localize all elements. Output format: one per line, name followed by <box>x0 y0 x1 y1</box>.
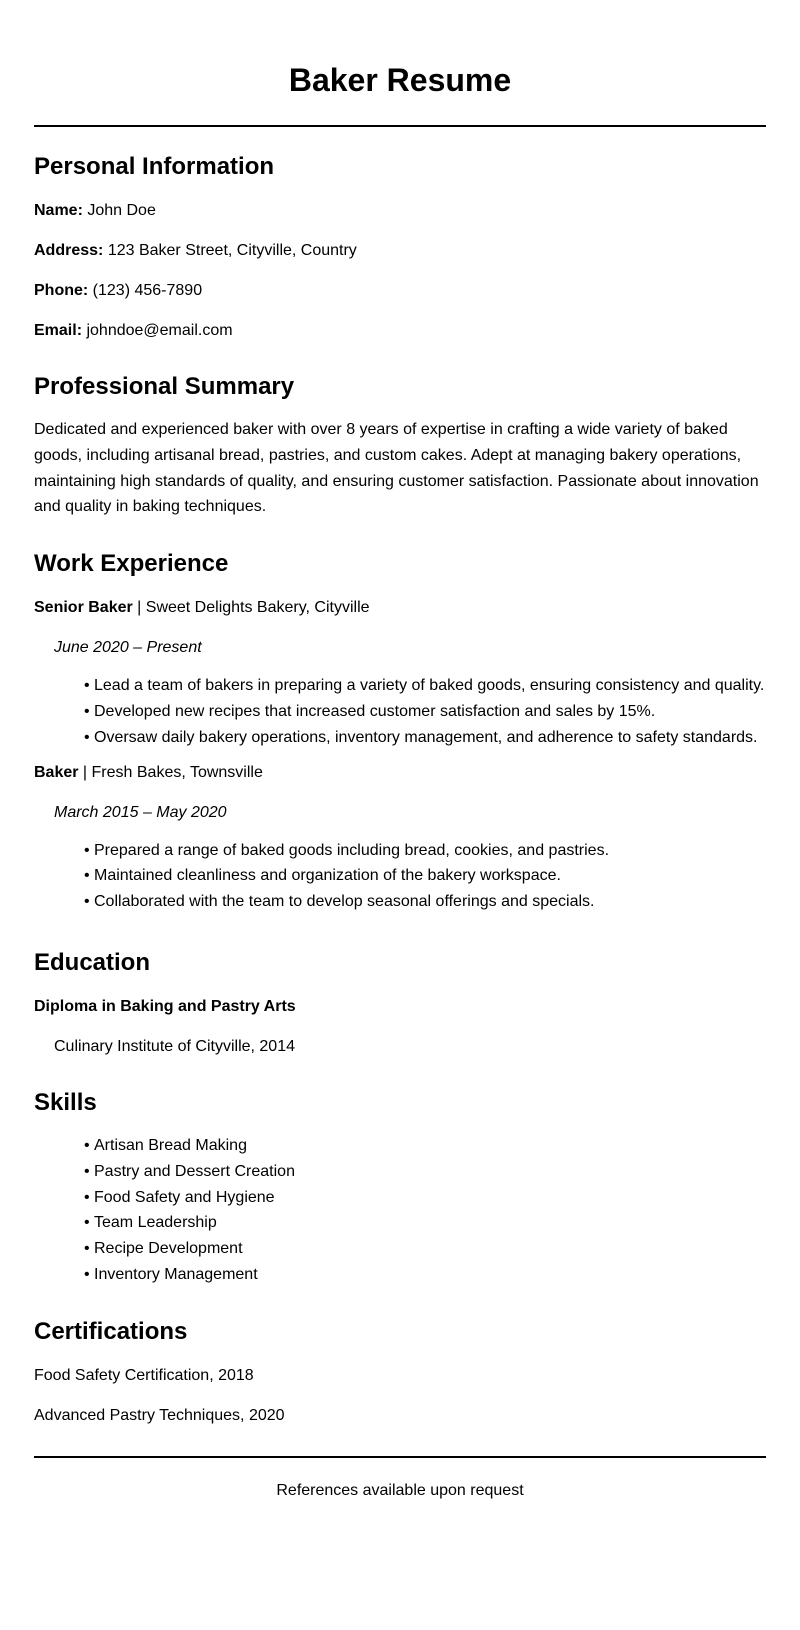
footer-note: References available upon request <box>276 1481 524 1499</box>
job-duties-list <box>34 673 766 750</box>
summary-text: Dedicated and experienced baker with over 8 years of expertise in crafting a wide variety of baked goods, including artisanal bread, pastries, and custom cakes. Adept at managing bakery operations, maintaining high standards of quality, and ensuring customer satisfaction. Passionate about innovation and quality in baking techniques. <box>34 421 759 516</box>
phone-line <box>34 281 766 301</box>
degree-title: Diploma in Baking and Pastry Arts <box>34 997 296 1015</box>
bullet-icon: • <box>84 867 90 885</box>
address-value: 123 Baker Street, Cityville, Country <box>107 242 357 259</box>
bullet-icon: • <box>84 728 90 746</box>
bullet-icon: • <box>84 893 90 911</box>
professional-summary-section <box>34 370 766 520</box>
job-entry <box>34 598 766 750</box>
job-dates: March 2015 – May 2020 <box>54 803 227 821</box>
list-item: • Food Safety and Hygiene <box>84 1185 766 1211</box>
personal-information-heading: Personal Information <box>34 153 275 180</box>
job-title: Baker <box>34 763 79 781</box>
bullet-icon: • <box>84 1265 90 1283</box>
skills-heading: Skills <box>34 1088 97 1116</box>
page-title: Baker Resume <box>288 62 512 98</box>
job-title-line <box>34 598 766 618</box>
list-item: • Oversaw daily bakery operations, inventory management, and adherence to safety standards. <box>84 725 766 751</box>
work-experience-section <box>34 547 766 915</box>
header-divider <box>34 125 766 127</box>
name-label: Name: <box>34 202 83 219</box>
bullet-icon: • <box>84 1162 90 1180</box>
education-heading: Education <box>34 948 151 976</box>
list-item: • Team Leadership <box>84 1210 766 1236</box>
address-label: Address: <box>34 242 104 259</box>
email-label: Email: <box>34 322 83 339</box>
professional-summary-heading: Professional Summary <box>34 373 295 400</box>
bullet-icon: • <box>84 677 90 695</box>
skills-section <box>34 1086 766 1288</box>
phone-value: (123) 456-7890 <box>92 282 203 299</box>
phone-label: Phone: <box>34 282 89 299</box>
personal-information-section <box>34 150 766 341</box>
bullet-icon: • <box>84 1214 90 1232</box>
list-item: • Inventory Management <box>84 1262 766 1288</box>
job-employer: | Fresh Bakes, Townsville <box>78 763 263 781</box>
footer-divider <box>34 1456 766 1458</box>
certification-item: Advanced Pastry Techniques, 2020 <box>34 1406 285 1424</box>
institution-line: Culinary Institute of Cityville, 2014 <box>54 1037 295 1055</box>
list-item: • Recipe Development <box>84 1236 766 1262</box>
certifications-heading: Certifications <box>34 1317 188 1345</box>
job-employer: | Sweet Delights Bakery, Cityville <box>132 599 370 617</box>
job-dates: June 2020 – Present <box>54 639 202 657</box>
bullet-icon: • <box>84 702 90 720</box>
list-item: • Artisan Bread Making <box>84 1133 766 1159</box>
work-experience-heading: Work Experience <box>34 550 229 578</box>
list-item: • Maintained cleanliness and organization of the bakery workspace. <box>84 863 766 889</box>
job-title: Senior Baker <box>34 599 133 617</box>
education-section <box>34 946 766 1057</box>
email-line <box>34 321 766 341</box>
bullet-icon: • <box>84 841 90 859</box>
name-line <box>34 201 766 221</box>
certification-item: Food Safety Certification, 2018 <box>34 1366 254 1384</box>
list-item: • Pastry and Dessert Creation <box>84 1159 766 1185</box>
certifications-section <box>34 1315 766 1426</box>
list-item: • Collaborated with the team to develop seasonal offerings and specials. <box>84 889 766 915</box>
job-duties-list <box>34 838 766 915</box>
name-value: John Doe <box>87 202 156 219</box>
list-item: • Prepared a range of baked goods including bread, cookies, and pastries. <box>84 838 766 864</box>
job-entry <box>34 763 766 915</box>
email-value: johndoe@email.com <box>86 322 233 339</box>
bullet-icon: • <box>84 1188 90 1206</box>
bullet-icon: • <box>84 1136 90 1154</box>
skills-list <box>34 1133 766 1288</box>
list-item: • Lead a team of bakers in preparing a variety of baked goods, ensuring consistency and quality. <box>84 673 766 699</box>
bullet-icon: • <box>84 1240 90 1258</box>
address-line <box>34 241 766 261</box>
list-item: • Developed new recipes that increased customer satisfaction and sales by 15%. <box>84 699 766 725</box>
job-title-line <box>34 763 766 783</box>
